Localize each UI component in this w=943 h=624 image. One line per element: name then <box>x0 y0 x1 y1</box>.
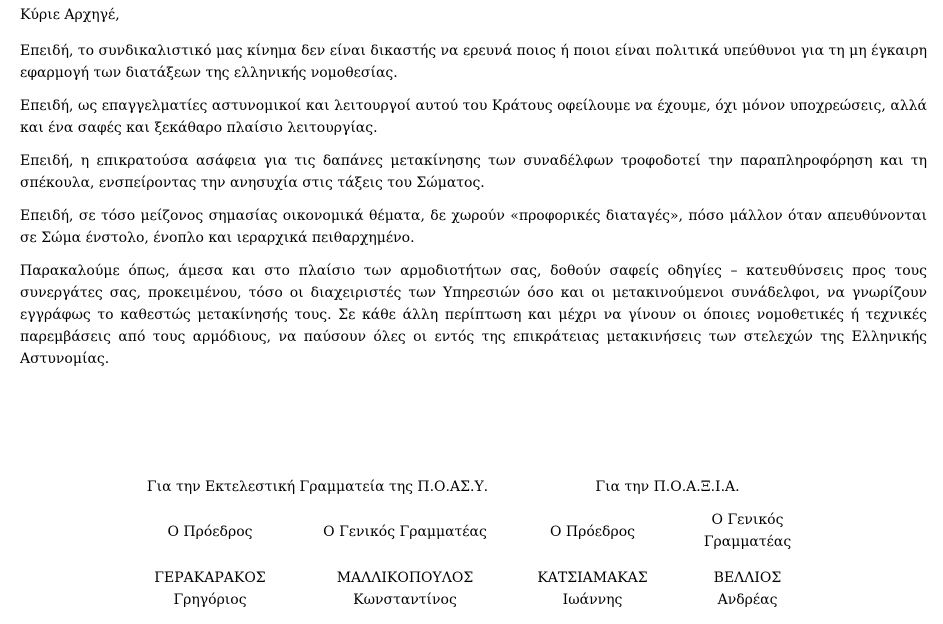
letter-body <box>20 4 927 381</box>
paragraph-1: Επειδή, το συνδικαλιστικό μας κίνημα δεν είναι δικαστής να ερευνά ποιος ή ποιοι είναι πολιτικά υπεύθυνοι για τη μη έγκαιρη εφαρμογή των διατάξεων της ελληνικής νομοθεσίας. <box>20 43 927 81</box>
org2-secretary-name: ΒΕΛΛΙΟΣ Ανδρέας <box>713 570 782 608</box>
org1-secretary-title: Ο Γενικός Γραμματέας <box>323 524 487 540</box>
org2-president-name: ΚΑΤΣΙΑΜΑΚΑΣ Ιωάννης <box>537 570 648 608</box>
paragraph-4: Επειδή, σε τόσο μείζονος σημασίας οικονομικά θέματα, δε χωρούν «προφορικές διαταγές», πόσο μάλλον όταν απευθύνονται σε Σώμα ένστολο, ένοπλο και ιεραρχικά πειθαρχημένο. <box>20 208 927 246</box>
paragraph-3: Επειδή, η επικρατούσα ασάφεια για τις δαπάνες μετακίνησης των συναδέλφων τροφοδοτεί την παραπληροφόρηση και τη σπέκουλα, ενσπείροντας την ανησυχία στις τάξεις του Σώματος. <box>20 153 927 191</box>
org2-heading: Για την Π.Ο.Α.Ξ.Ι.Α. <box>595 479 740 495</box>
org1-president-name: ΓΕΡΑΚΑΡΑΚΟΣ Γρηγόριος <box>154 570 266 608</box>
org2-president-title: Ο Πρόεδρος <box>550 524 635 540</box>
org2-secretary-title: Ο Γενικός Γραμματέας <box>703 512 792 550</box>
org1-secretary-name: ΜΑΛΛΙΚΟΠΟΥΛΟΣ Κωνσταντίνος <box>336 570 474 608</box>
org1-president-title: Ο Πρόεδρος <box>167 524 253 540</box>
paragraph-2: Επειδή, ως επαγγελματίες αστυνομικοί και λειτουργοί αυτού του Κράτους οφείλουμε να έχουμε, όχι μόνον υποχρεώσεις, αλλά και ένα σαφές και ξεκάθαρο πλαίσιο λειτουργίας. <box>20 98 927 136</box>
greeting: Κύριε Αρχηγέ, <box>20 7 120 23</box>
paragraph-5: Παρακαλούμε όπως, άμεσα και στο πλαίσιο των αρμοδιοτήτων σας, δοθούν σαφείς οδηγίες – κατευθύνσεις προς τους συνεργάτες σας, προκειμένου, τόσο οι διαχειριστές των Υπηρεσιών όσο και οι μετακινούμενοι συνάδελφοι, να γνωρίζουν εγγράφως το καθεστώς μετακίνησής τους. Σε κάθε άλλη περίπτωση και μέχρι να γίνουν οι όποιες νομοθετικές ή τεχνικές παρεμβάσεις από τους αρμόδιους, να παύσουν όλες οι εντός της επικράτειας μετακινήσεις των στελεχών της Ελληνικής Αστυνομίας. <box>20 263 927 367</box>
org1-heading: Για την Εκτελεστική Γραμματεία της Π.Ο.ΑΣ.Υ. <box>146 479 489 495</box>
